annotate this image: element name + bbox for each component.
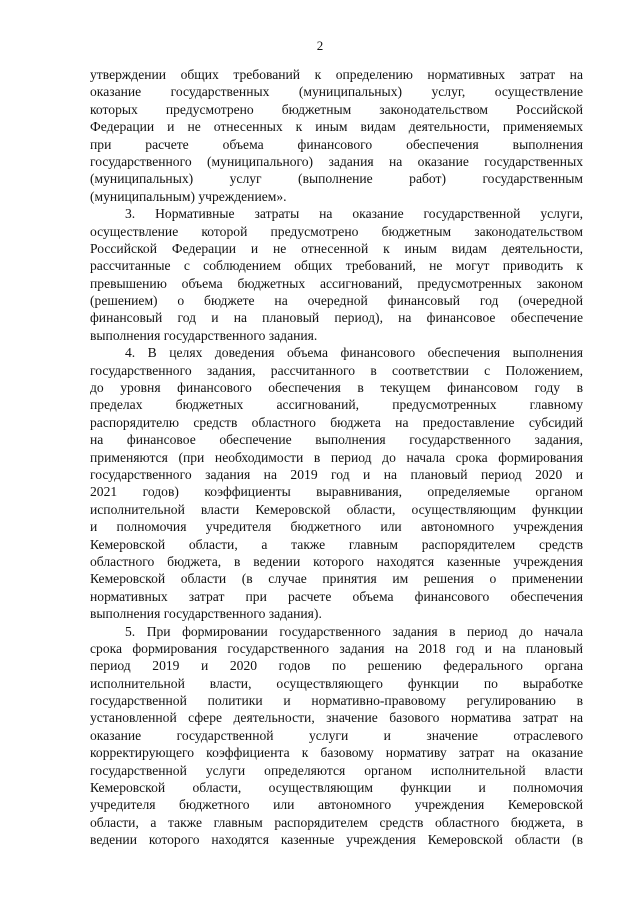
text-line: установленной сфере деятельности, значение базового норматива затрат на (90, 710, 583, 726)
text-line: исполнительной власти Кемеровской области, осуществляющим функции (90, 501, 583, 517)
text-line: финансовый год и на плановый период), на финансовое обеспечение (90, 310, 583, 326)
text-line: 4. В целях доведения объема финансового обеспечения выполнения (125, 345, 583, 361)
text-line: рассчитанные с соблюдением общих требований, не могут приводить к (90, 258, 583, 274)
text-line: области, а также главным распорядителем средств областного бюджета, в (90, 814, 583, 830)
text-line: распорядителю средств областного бюджета на предоставление субсидий (90, 414, 583, 430)
text-line: утверждении общих требований к определению нормативных затрат на (90, 67, 583, 82)
text-line: оказание государственной услуги и значение отраслевого (90, 727, 583, 743)
text-line: государственной политики и нормативно-правовому регулированию в (90, 693, 583, 709)
text-line: Российской Федерации и не отнесенной к иным видам деятельности, (90, 240, 583, 256)
text-line: пределах бюджетных ассигнований, предусмотренных главному (90, 397, 583, 413)
text-line: областного бюджета, в ведении которого находятся казенные учреждения (90, 553, 583, 569)
text-line: 3. Нормативные затраты на оказание государственной услуги, (125, 206, 583, 222)
text-line: Кемеровской области (в случае принятия им решения о применении (90, 571, 583, 587)
text-line: учредителя бюджетного или автономного учреждения Кемеровской (90, 797, 583, 813)
text-line: выполнения государственного задания. (90, 327, 318, 343)
text-line: и полномочия учредителя бюджетного или автономного учреждения (90, 519, 583, 535)
text-line: осуществление которой предусмотрено бюджетным законодательством (90, 223, 583, 239)
text-line: которых предусмотрено бюджетным законодательством Российской (90, 101, 583, 117)
text-line: (решением) о бюджете на очередной финансовый год (очередной (90, 293, 583, 309)
text-line: превышению объема бюджетных ассигнований, предусмотренных законом (90, 275, 583, 291)
page-number: 2 (316, 38, 324, 53)
text-line: Кемеровской области, а также главным распорядителем средств (90, 536, 583, 552)
text-line: государственного задания, рассчитанного в соответствии с Положением, (90, 362, 583, 378)
text-line: срока формирования государственного задания на 2018 год и на плановый (90, 640, 583, 656)
text-line: государственного (муниципального) задания на оказание государственных (90, 153, 583, 169)
text-line: государственной услуги определяются органом исполнительной власти (90, 762, 583, 778)
text-line: до уровня финансового обеспечения в текущем финансовом году в (90, 380, 583, 396)
text-line: ведении которого находятся казенные учреждения Кемеровской области (в (90, 832, 583, 848)
text-line: корректирующего коэффициента к базовому нормативу затрат на оказание (90, 745, 583, 761)
text-line: на финансовое обеспечение выполнения государственного задания, (90, 432, 583, 448)
text-line: нормативных затрат при расчете объема финансового обеспечения (90, 588, 583, 604)
text-line: исполнительной власти, осуществляющего функции по выработке (90, 675, 583, 691)
document-body (90, 66, 583, 849)
text-line: при расчете объема финансового обеспечения выполнения (90, 136, 583, 152)
text-line: (муниципальных) услуг (выполнение работ) государственным (90, 171, 583, 187)
text-line: (муниципальным) учреждением». (90, 188, 287, 204)
text-line: применяются (при необходимости в период до начала срока формирования (90, 449, 583, 465)
text-line: 2021 годов) коэффициенты выравнивания, определяемые органом (90, 484, 583, 500)
text-line: выполнения государственного задания). (90, 606, 322, 622)
text-line: Федерации и не отнесенных к иным видам деятельности, применяемых (90, 119, 583, 135)
text-line: 5. При формировании государственного задания в период до начала (125, 623, 583, 639)
text-line: Кемеровской области, осуществляющим функции и полномочия (90, 780, 583, 796)
text-line: государственного задания на 2019 год и на плановый период 2020 и (90, 466, 583, 482)
text-line: период 2019 и 2020 годов по решению федерального органа (90, 658, 583, 674)
text-line: оказание государственных (муниципальных) услуг, осуществление (90, 84, 583, 100)
